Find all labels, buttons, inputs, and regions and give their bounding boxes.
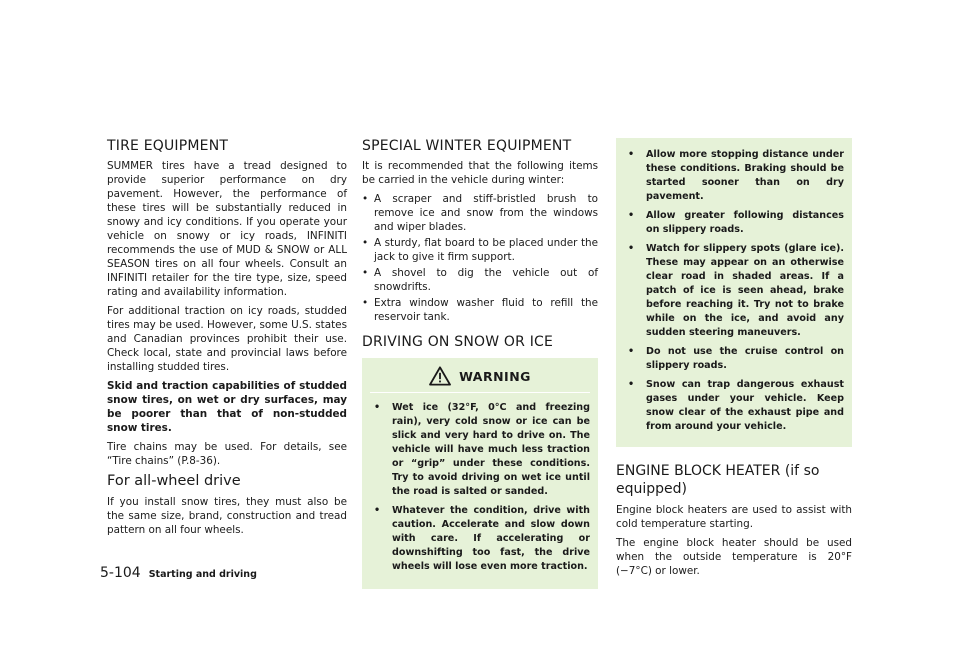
section-title: Starting and driving (148, 569, 257, 580)
special-winter-intro: It is recommended that the following items be carried in the vehicle during winter: (362, 160, 598, 187)
awd-paragraph: If you install snow tires, they must also be the same size, brand, construction and tread pattern on all four wheels. (107, 495, 347, 536)
special-winter-list (362, 192, 598, 324)
warning-title: WARNING (459, 368, 531, 384)
warning-header (370, 366, 590, 393)
list-item: • Wet ice (32°F, 0°C and freezing rain), very cold snow or ice can be slick and very hard to drive on. The vehicle will have much less traction or “grip” under these conditions. Try to avoid driving on wet ice until the road is salted or sanded. (374, 402, 590, 498)
list-item: • A scraper and stiff-bristled brush to remove ice and snow from the windows and wiper blades. (362, 193, 598, 234)
column-1 (107, 138, 347, 542)
awd-heading: For all-wheel drive (107, 473, 241, 490)
special-winter-heading: SPECIAL WINTER EQUIPMENT (362, 138, 572, 154)
tire-equipment-paragraph-2: For additional traction on icy roads, studded tires may be used. However, some U.S. states and Canadian provinces prohibit their use. Check local, state and provincial laws before installing studded tires. (107, 305, 347, 374)
studded-tires-caution: Skid and traction capabilities of studded snow tires, on wet or dry surfaces, may be poorer than that of non-studded snow tires. (107, 380, 347, 435)
warning-triangle-icon (429, 366, 451, 386)
list-item: • Do not use the cruise control on slippery roads. (628, 346, 844, 371)
tire-chains-paragraph: Tire chains may be used. For details, see “Tire chains” (P.8-36). (107, 441, 347, 468)
list-item: • Snow can trap dangerous exhaust gases under your vehicle. Keep snow clear of the exhaust pipe and from around your vehicle. (628, 379, 844, 432)
warning-box-continued (616, 138, 852, 447)
page-footer (100, 565, 257, 581)
warning-list (370, 401, 590, 574)
list-item: • A shovel to dig the vehicle out of snowdrifts. (362, 267, 598, 294)
list-item: • Extra window washer fluid to refill the reservoir tank. (362, 297, 598, 324)
tire-equipment-paragraph-1: SUMMER tires have a tread designed to provide superior performance on dry pavement. However, the performance of these tires will be substantially reduced in snowy and icy conditions. If you operate your vehicle on snowy or icy roads, INFINITI recommends the use of MUD & SNOW or ALL SEASON tires on all four wheels. Consult an INFINITI retailer for the tire type, size, speed rating and availability information. (107, 160, 347, 299)
engine-heater-paragraph-1: Engine block heaters are used to assist with cold temperature starting. (616, 504, 852, 530)
column-2 (362, 138, 598, 589)
driving-snow-heading: DRIVING ON SNOW OR ICE (362, 334, 554, 351)
tire-equipment-heading: TIRE EQUIPMENT (107, 138, 229, 154)
list-item: • Allow more stopping distance under these conditions. Braking should be started sooner than on dry pavement. (628, 149, 844, 202)
list-item: • A sturdy, flat board to be placed under the jack to give it firm support. (362, 237, 598, 264)
warning-box (362, 358, 598, 589)
column-3 (616, 138, 852, 583)
warning-list-continued (624, 148, 844, 434)
page-number: 5-104 (100, 565, 141, 581)
list-item: • Whatever the condition, drive with caution. Accelerate and slow down with care. If accelerating or downshifting too fast, the drive wheels will lose even more traction. (374, 505, 590, 573)
list-item: • Watch for slippery spots (glare ice). These may appear on an otherwise clear road in shaded areas. If a patch of ice is seen ahead, brake before reaching it. Try not to brake while on the ice, and avoid any sudden steering maneuvers. (628, 243, 844, 338)
list-item: • Allow greater following distances on slippery roads. (628, 210, 844, 235)
engine-heater-paragraph-2: The engine block heater should be used when the outside temperature is 20°F (−7°C) or lower. (616, 537, 852, 577)
engine-heater-heading: ENGINE BLOCK HEATER (if so equipped) (616, 463, 820, 497)
